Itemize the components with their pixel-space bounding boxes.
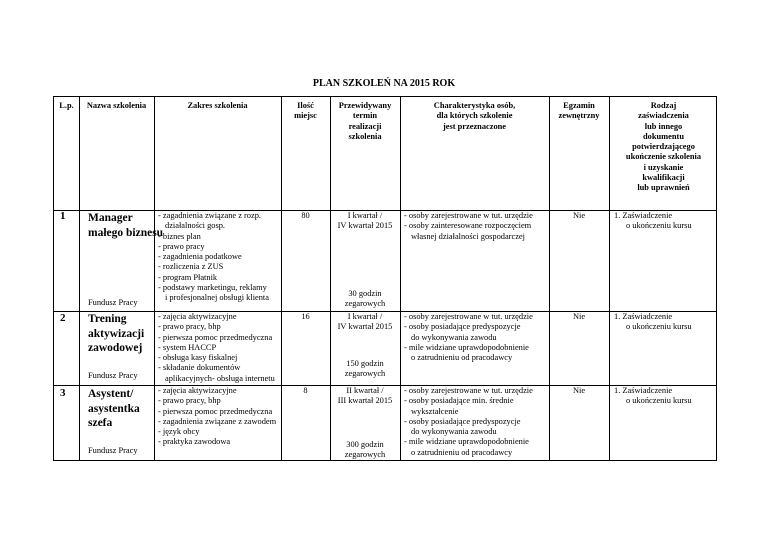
header-charakterystyka: Charakterystyka osób, dla których szkolenie jest przeznaczone xyxy=(433,101,516,131)
target-group: - osoby zarejestrowane w tut. urzędzie - osoby posiadające min. średnie wykształcenie - osoby posiadające predyspozycje do wykonywania zawodu - mile widziane uprawdopodobnienie o zatrudnieniu od pracodawcy xyxy=(404,386,533,457)
schedule-period: II kwartał / III kwartał 2015 xyxy=(337,386,393,406)
funding-source: Fundusz Pracy xyxy=(88,371,138,380)
row-number: 1 xyxy=(60,210,66,222)
seat-count: 16 xyxy=(301,312,310,321)
column-divider xyxy=(281,97,282,460)
training-hours: 150 godzin zegarowych xyxy=(344,359,386,379)
training-scope: - zajęcia aktywizacyjne - prawo pracy, bhp - pierwsza pomoc przedmedyczna - system HACCP - obsługa kasy fiskalnej - składanie dokumentów aplikacyjnych- obsługa internetu xyxy=(158,312,275,383)
funding-source: Fundusz Pracy xyxy=(88,298,138,307)
certificate-type: 1. Zaświadczenie o ukończeniu kursu xyxy=(614,211,692,231)
header-termin: Przewidywany termin realizacji szkolenia xyxy=(338,101,392,141)
schedule-period: I kwartał / IV kwartał 2015 xyxy=(337,211,393,231)
seat-count: 8 xyxy=(303,386,308,395)
training-name: Asystent/ asystentka szefa xyxy=(88,388,140,429)
header-ilosc: Ilość miejsc xyxy=(294,101,317,121)
training-hours: 30 godzin zegarowych xyxy=(344,289,386,309)
funding-source: Fundusz Pracy xyxy=(88,446,138,455)
column-divider xyxy=(154,97,155,460)
header-egzamin: Egzamin zewnętrzny xyxy=(558,101,600,121)
header-nazwa: Nazwa szkolenia xyxy=(86,101,147,110)
certificate-type: 1. Zaświadczenie o ukończeniu kursu xyxy=(614,312,692,332)
external-exam: Nie xyxy=(572,211,586,220)
header-rodzaj: Rodzaj zaświadczenia lub innego dokumentu potwierdzającego ukończenie szkolenia i uzyskanie kwalifikacji lub uprawnień xyxy=(625,101,702,193)
page-title: PLAN SZKOLEŃ NA 2015 ROK xyxy=(312,78,456,89)
seat-count: 80 xyxy=(301,211,310,220)
target-group: - osoby zarejestrowane w tut. urzędzie - osoby zainteresowane rozpoczęciem własnej działalności gospodarczej xyxy=(404,211,533,241)
row-number: 3 xyxy=(60,387,66,399)
target-group: - osoby zarejestrowane w tut. urzędzie - osoby posiadające predyspozycje do wykonywania zawodu - mile widziane uprawdopodobnienie o zatrudnieniu od pracodawcy xyxy=(404,312,533,363)
external-exam: Nie xyxy=(572,386,586,395)
column-divider xyxy=(400,97,401,460)
external-exam: Nie xyxy=(572,312,586,321)
row-number: 2 xyxy=(60,312,66,324)
column-divider xyxy=(549,97,550,460)
header-zakres: Zakres szkolenia xyxy=(187,101,248,110)
header-lp: L.p. xyxy=(59,101,74,110)
certificate-type: 1. Zaświadczenie o ukończeniu kursu xyxy=(614,386,692,406)
training-plan-table xyxy=(53,96,717,461)
training-name: Trening aktywizacji zawodowej xyxy=(88,313,145,354)
training-scope: - zagadnienia związane z rozp. działalności gosp. - biznes plan - prawo pracy - zagadnienia podatkowe - rozliczenia z ZUS - program Płatnik - podstawy marketingu, reklamy i profesjonalnej obsługi klienta xyxy=(158,211,269,303)
column-divider xyxy=(79,97,80,460)
training-scope: - zajęcia aktywizacyjne - prawo pracy, bhp - pierwsza pomoc przedmedyczna - zagadnienia związane z zawodem - język obcy - praktyka zawodowa xyxy=(158,386,277,447)
training-hours: 300 godzin zegarowych xyxy=(344,440,386,460)
training-name: Manager małego biznesu xyxy=(88,212,164,239)
schedule-period: I kwartał / IV kwartał 2015 xyxy=(337,312,393,332)
